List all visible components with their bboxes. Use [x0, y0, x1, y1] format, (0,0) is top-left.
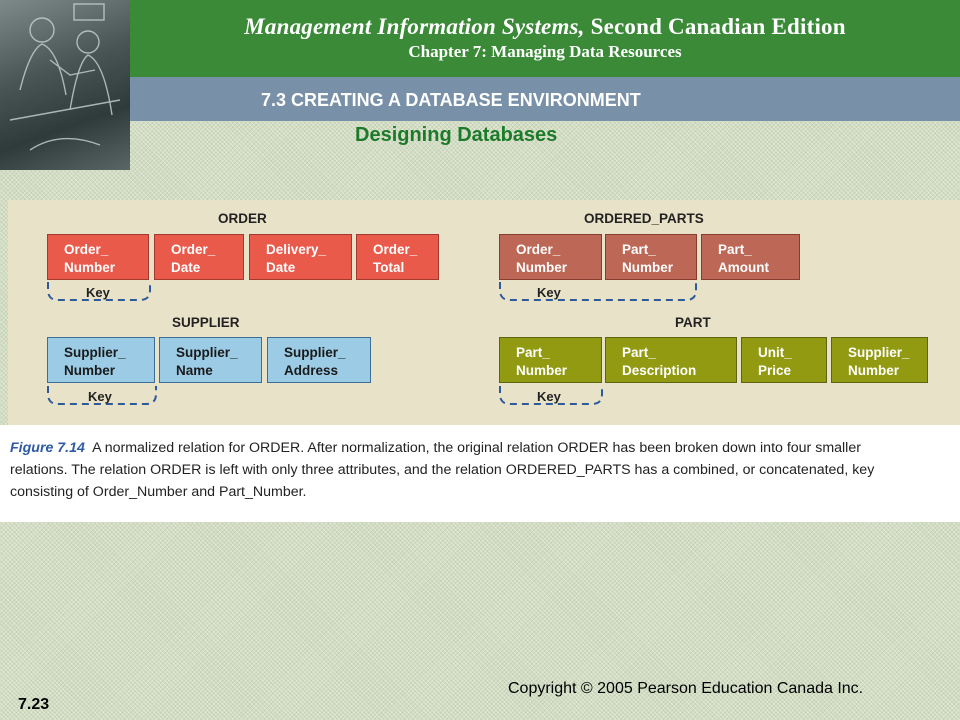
ordered-parts-key-label: Key	[537, 285, 561, 300]
part-key-label: Key	[537, 389, 561, 404]
caption-line-1	[10, 437, 960, 459]
slide-number: 7.23	[18, 696, 50, 713]
figure-diagram	[8, 200, 960, 425]
figure-caption-box	[0, 425, 960, 522]
people-sketch-image	[0, 0, 130, 170]
part-description-cell: Part_ Description	[605, 337, 737, 383]
section-title: 7.3 CREATING A DATABASE ENVIRONMENT	[261, 90, 641, 110]
title-banner	[130, 0, 960, 77]
order-key-label: Key	[86, 285, 110, 300]
figure-label: Figure 7.14	[10, 440, 85, 456]
part-table-title: PART	[675, 315, 711, 330]
order-date-cell: Order_ Date	[154, 234, 244, 280]
caption-text-1: A normalized relation for ORDER. After normalization, the original relation ORDER has been broken down into four smaller	[92, 440, 861, 456]
supplier-key-label: Key	[88, 389, 112, 404]
chapter-title: Chapter 7: Managing Data Resources	[408, 42, 682, 61]
book-title-edition: Second Canadian Edition	[590, 14, 846, 39]
order-number-cell: Order_ Number	[47, 234, 149, 280]
delivery-date-cell: Delivery_ Date	[249, 234, 352, 280]
book-title-italic: Management Information Systems,	[244, 14, 585, 39]
ordered-parts-key-bracket	[496, 280, 701, 304]
copyright-notice: Copyright © 2005 Pearson Education Canada Inc.	[508, 680, 864, 697]
book-title	[130, 14, 960, 40]
ordered-parts-table-title: ORDERED_PARTS	[584, 211, 704, 226]
order-total-cell: Order_ Total	[356, 234, 439, 280]
slide-subtitle: Designing Databases	[355, 124, 558, 146]
part-number-cell: Part_ Number	[499, 337, 602, 383]
part-supplier-number-cell: Supplier_ Number	[831, 337, 928, 383]
unit-price-cell: Unit_ Price	[741, 337, 827, 383]
ordered-parts-order-number-cell: Order_ Number	[499, 234, 602, 280]
caption-line-2: relations. The relation ORDER is left with only three attributes, and the relation ORDERED_PARTS has a combined, or concatenated, key	[10, 462, 875, 478]
supplier-name-cell: Supplier_ Name	[159, 337, 262, 383]
order-table-title: ORDER	[218, 211, 267, 226]
ordered-parts-part-number-cell: Part_ Number	[605, 234, 697, 280]
part-amount-cell: Part_ Amount	[701, 234, 800, 280]
section-bar	[130, 77, 960, 121]
header-photo	[0, 0, 130, 170]
caption-line-3: consisting of Order_Number and Part_Number.	[10, 484, 307, 500]
supplier-table-title: SUPPLIER	[172, 315, 240, 330]
figure-caption	[10, 437, 960, 503]
supplier-address-cell: Supplier_ Address	[267, 337, 371, 383]
supplier-number-cell: Supplier_ Number	[47, 337, 155, 383]
